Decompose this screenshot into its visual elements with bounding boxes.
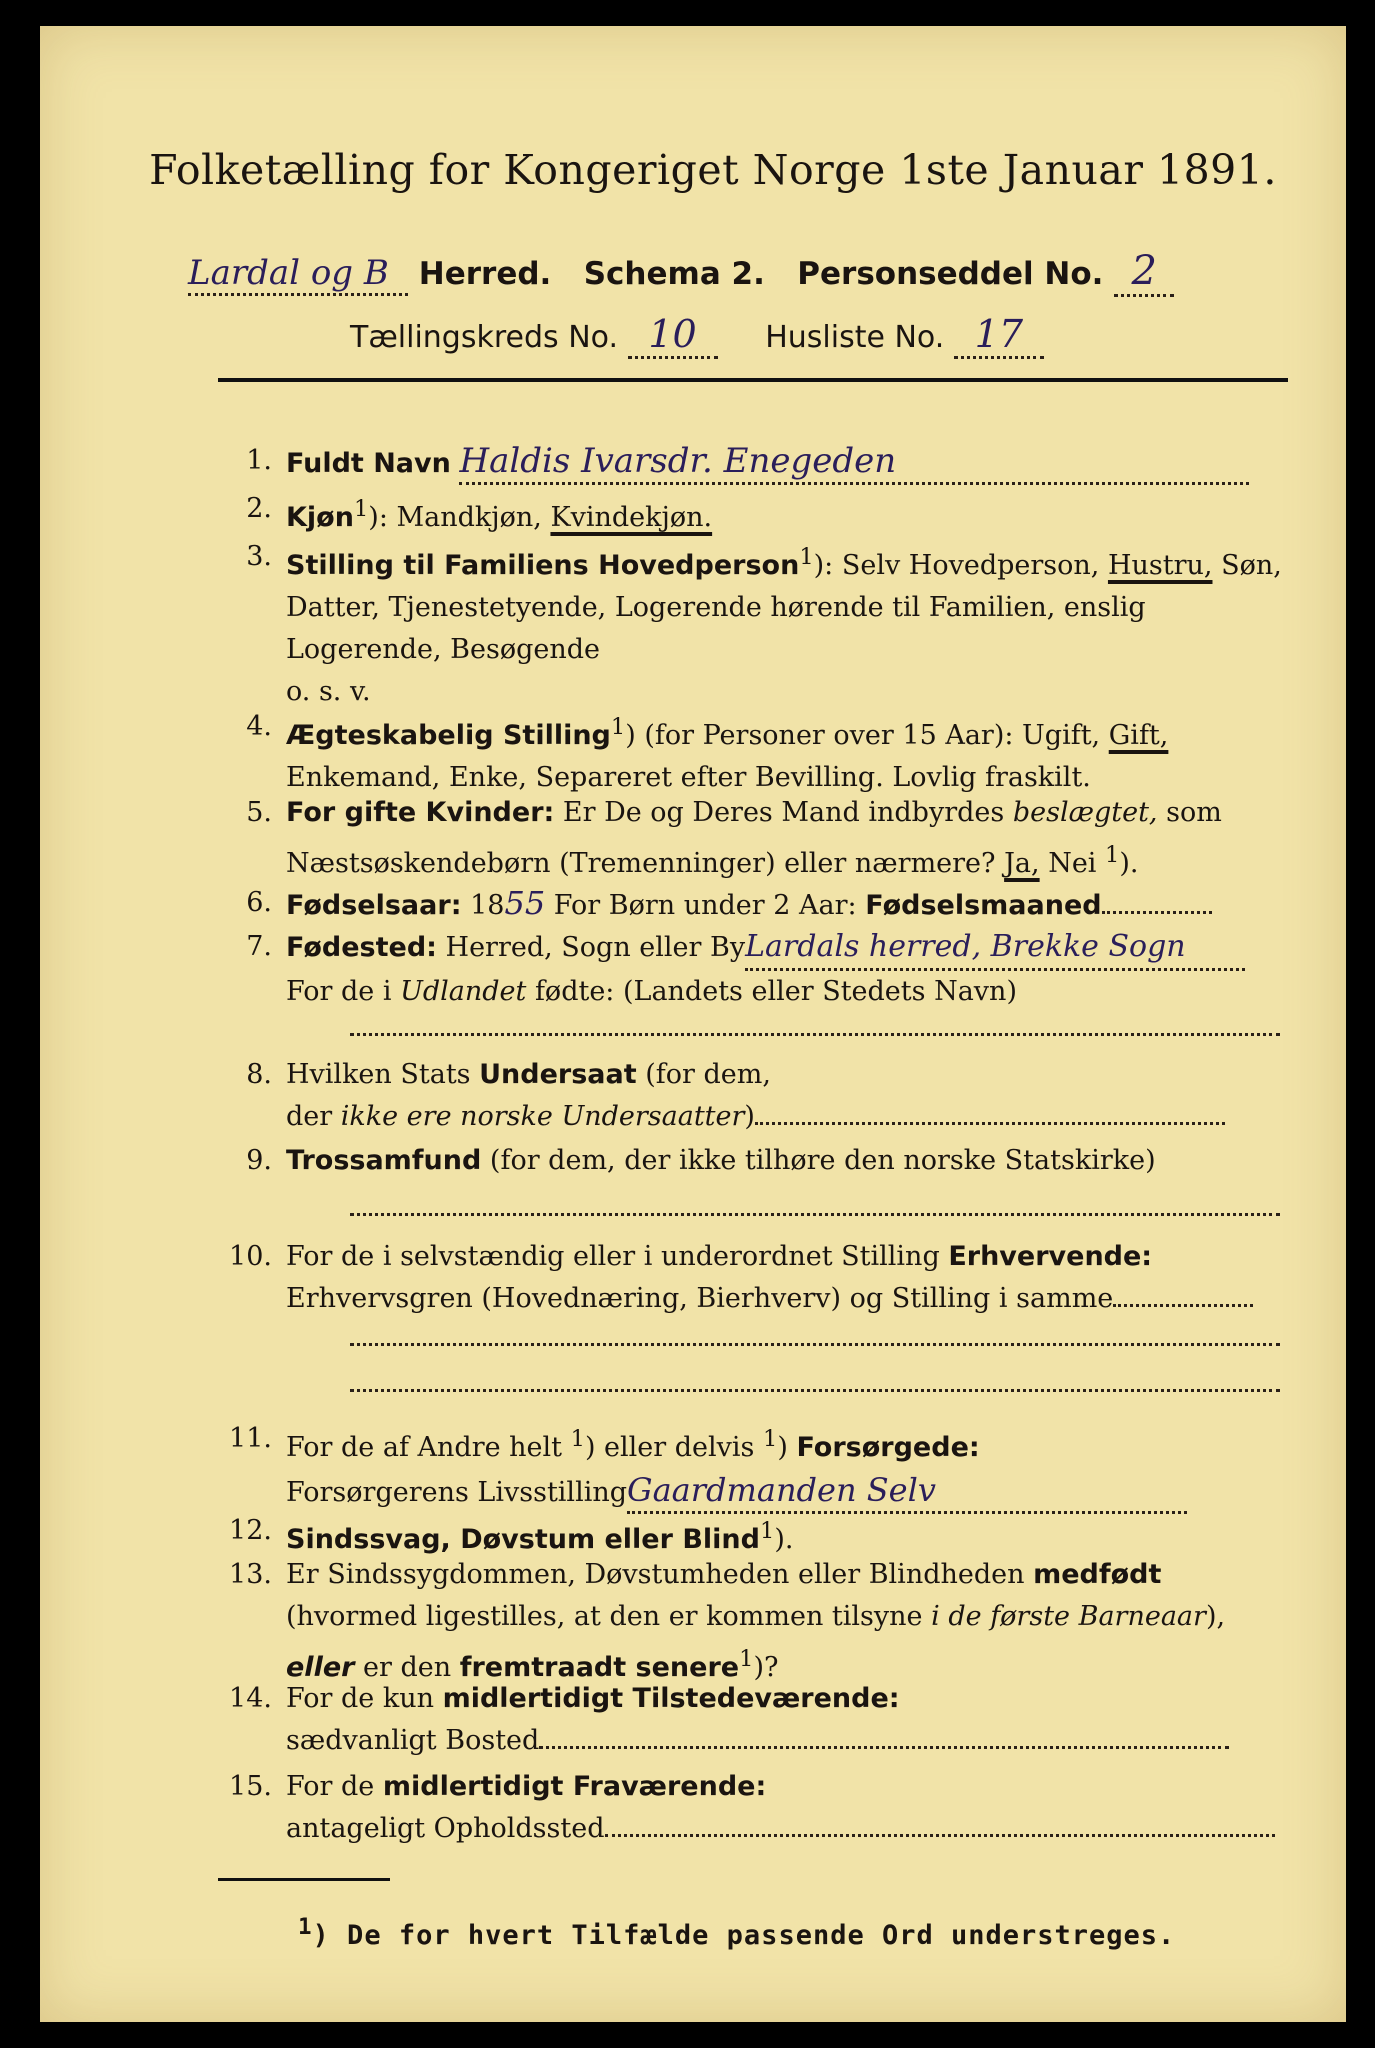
item-number: 11. [229,1423,272,1454]
name-value: Haldis Ivarsdr. Enegeden [459,440,1249,485]
provider-value: Gaardmanden Selv [627,1469,1187,1514]
personseddel-label: Personseddel No. [797,256,1104,292]
item-text: ) eller delvis [584,1432,763,1463]
herred-label: Herred. [418,256,552,292]
item-text: eller [286,1652,355,1683]
item-text: ikke ere norske Undersaatter [340,1101,745,1132]
item-text: Hvilken Stats [286,1059,480,1090]
header-divider [218,378,1288,382]
husliste-value: 17 [954,312,1044,359]
item-number: 14. [229,1683,272,1714]
underlined-choice: Hustru, [1107,550,1213,581]
item-14 [222,1678,1282,1762]
footnote-mark: 1 [759,1518,775,1544]
item-text: Er Sindssygdommen, Døvstumheden eller Blindheden [286,1559,1034,1590]
item-text: o. s. v. [286,676,371,707]
kreds-line [350,312,1044,359]
underlined-choice: Kvindekjøn. [550,502,713,533]
item-text: For de i selvstændig eller i underordnet Stilling [286,1241,949,1272]
blank-fill [539,1746,1229,1749]
item-number: 8. [246,1059,272,1090]
item-text: ). [774,1524,794,1555]
item-number: 3. [246,541,272,572]
item-9 [222,1140,1282,1182]
item-text: ) [777,1432,797,1463]
item-text: 18 [461,890,505,921]
kreds-label: Tællingskreds No. [350,320,618,355]
footnote-mark: 1 [763,1426,778,1452]
item-text: Erhvervsgren (Hovednæring, Bierhverv) og Stilling i samme [286,1283,1114,1314]
birthplace-value: Lardals herred, Brekke Sogn [745,926,1245,971]
item-text: Herred, Sogn eller By [436,932,746,963]
item-label: Sindssvag, Døvstum eller Blind [286,1524,760,1555]
item-text: For de [286,1771,383,1802]
item-text: sædvanligt Bosted [286,1725,540,1756]
footnote-divider [218,1878,390,1881]
census-form [40,26,1346,2022]
blank-fill [1113,1304,1253,1307]
item-8 [222,1054,1282,1138]
item-label: medfødt [1033,1559,1162,1590]
kreds-value: 10 [628,312,718,359]
item-label: Fuldt Navn [286,448,451,479]
footnote-mark: 1 [610,714,626,740]
item-7 [222,926,1282,1013]
item-text: For de af Andre helt [286,1432,571,1463]
blank-line [350,1342,1280,1346]
item-number: 4. [246,711,272,742]
footnote-mark: 1 [298,1914,313,1940]
item-label: Stilling til Familiens Hovedperson [286,550,800,581]
item-text: beslægtet, [1012,797,1158,828]
item-text: fødte: (Landets eller Stedets Navn) [526,976,1017,1007]
item-number: 9. [246,1145,272,1176]
footnote-text: ) De for hvert Tilfælde passende Ord understreges. [312,1920,1176,1951]
footnote-mark: 1 [353,496,369,522]
blank-line [350,1388,1280,1392]
item-text: Enkemand, Enke, Separeret efter Bevilling. Lovlig fraskilt. [286,762,1091,793]
item-number: 13. [229,1559,272,1590]
item-text: ). [1119,848,1139,879]
item-text: Nei [1039,848,1106,879]
blank-line [350,1212,1280,1216]
item-label: Kjøn [286,502,354,533]
blank-fill [1102,911,1212,914]
item-text: Søn, Datter, Tjenestetyende, Logerende hørende til Familien, enslig Logerende, Besøgende [286,550,1282,665]
item-text: der [286,1101,341,1132]
item-text: i de første Barneaar [931,1601,1206,1632]
footnote-mark: 1 [739,1646,754,1672]
item-4 [222,706,1282,799]
footnote-mark: 1 [570,1426,585,1452]
item-number: 5. [246,797,272,828]
item-label: Fødested: [286,932,437,963]
item-label: Fødselsmaaned [865,890,1102,921]
item-text: antageligt Opholdssted [286,1813,605,1844]
personseddel-value: 2 [1114,248,1174,297]
item-number: 2. [246,493,272,524]
schema-label: Schema 2. [583,256,765,292]
item-label: For gifte Kvinder: [286,797,555,828]
item-text: Forsørgerens Livsstilling [286,1477,628,1508]
item-label: Forsørgede: [796,1432,980,1463]
herred-value: Lardal og B [188,253,408,296]
item-text: (for dem, [636,1059,771,1090]
item-text: er den [354,1652,460,1683]
footnote-mark: 1 [1105,842,1120,868]
item-text: (for dem, der ikke tilhøre den norske Statskirke) [481,1145,1156,1176]
item-3 [222,536,1282,713]
item-text: ) (for Personer over 15 Aar): Ugift, [625,720,1109,751]
item-text: For Børn under 2 Aar: [545,890,866,921]
item-text: Udlandet [400,976,527,1007]
item-text: Er De og Deres Mand indbyrdes [554,797,1013,828]
item-label: midlertidigt Fraværende: [382,1771,767,1802]
item-15 [222,1766,1282,1850]
item-text: For de i [286,976,401,1007]
blank-line [350,1032,1280,1036]
item-number: 1. [246,445,272,476]
item-number: 10. [229,1241,272,1272]
blank-fill [605,1834,1275,1837]
blank-fill [755,1122,1225,1125]
item-text: ) [744,1101,755,1132]
item-number: 6. [246,887,272,918]
form-title: Folketælling for Kongeriget Norge 1ste Januar 1891. [149,146,1277,194]
item-label: Fødselsaar: [286,890,462,921]
underlined-choice: Gift, [1108,720,1169,751]
item-number: 12. [229,1515,272,1546]
item-label: fremtraadt senere [459,1652,740,1683]
item-6 [222,882,1282,927]
item-label: Trossamfund [286,1145,482,1176]
item-label: Ægteskabelig Stilling [286,720,611,751]
item-text: For de kun [286,1683,443,1714]
husliste-label: Husliste No. [765,320,945,355]
item-10 [222,1236,1282,1320]
item-text: ): Mandkjøn, [368,502,551,533]
item-11 [222,1418,1282,1514]
item-label: Undersaat [479,1059,637,1090]
item-text: (hvormed ligestilles, at den er kommen tilsyne [286,1601,932,1632]
item-text: ): Selv Hovedperson, [813,550,1108,581]
item-13 [222,1554,1282,1689]
underlined-choice: Ja, [1004,848,1040,879]
item-5 [222,792,1282,885]
herred-line [188,248,1298,297]
footnote-mark: 1 [799,544,814,570]
item-text: ), [1205,1601,1226,1632]
item-text: som Næstsøskendebørn (Tremenninger) eller nærmere? [286,797,1222,879]
item-label: midlertidigt Tilstedeværende: [442,1683,900,1714]
item-label: Erhvervende: [948,1241,1153,1272]
footnote [298,1914,1175,1951]
item-2 [222,488,1282,539]
item-1 [222,440,1282,485]
item-number: 7. [246,931,272,962]
birth-year-value: 55 [504,884,546,922]
item-number: 15. [229,1771,272,1802]
item-text: )? [753,1652,779,1683]
